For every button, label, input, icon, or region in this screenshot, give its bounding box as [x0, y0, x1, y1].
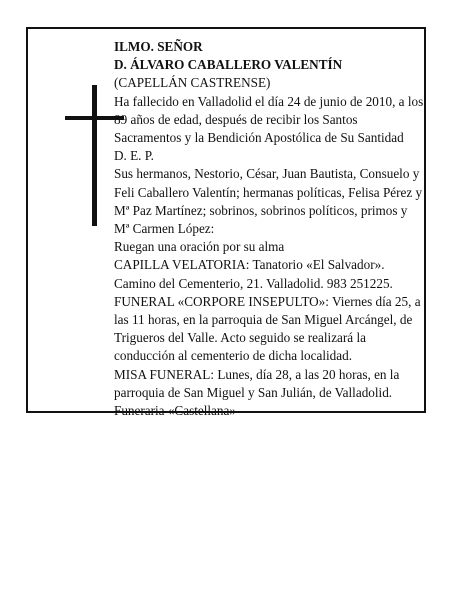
prayer-request: Ruegan una oración por su alma — [114, 239, 285, 255]
cross-icon-vertical-bar — [92, 85, 97, 226]
deceased-name: D. ÁLVARO CABALLERO VALENTÍN — [114, 57, 343, 73]
mass-info: MISA FUNERAL: Lunes, día 28, a las 20 horas, en la parroquia de San Miguel y San Julián, de Valladolid. — [114, 366, 400, 400]
rest-in-peace: D. E. P. — [114, 148, 154, 164]
funeral-home: Funeraria «Castellana» — [114, 403, 236, 419]
deceased-title: (CAPELLÁN CASTRENSE) — [114, 75, 271, 91]
family-list: Sus hermanos, Nestorio, César, Juan Bautista, Consuelo y Feli Caballero Valentín; hermanas políticas, Felisa Pérez y Mª Paz Martínez; sobrinos, sobrinos políticos, primos y Mª Carmen López: — [114, 166, 423, 237]
chapel-info: CAPILLA VELATORIA: Tanatorio «El Salvador». Camino del Cementerio, 21. Valladolid. 983 251225. — [114, 257, 393, 291]
honorific: ILMO. SEÑOR — [114, 39, 203, 54]
funeral-info: FUNERAL «CORPORE INSEPULTO»: Viernes día 25, a las 11 horas, en la parroquia de San Miguel Arcángel, de Trigueros del Valle. Acto seguido se realizará la conducción al cementerio de dicha localidad. — [114, 293, 421, 364]
death-announcement: Ha fallecido en Valladolid el día 24 de junio de 2010, a los 89 años de edad, después de recibir los Santos Sacramentos y la Bendición Apostólica de Su Santidad — [114, 93, 424, 146]
obituary-text — [114, 38, 424, 420]
